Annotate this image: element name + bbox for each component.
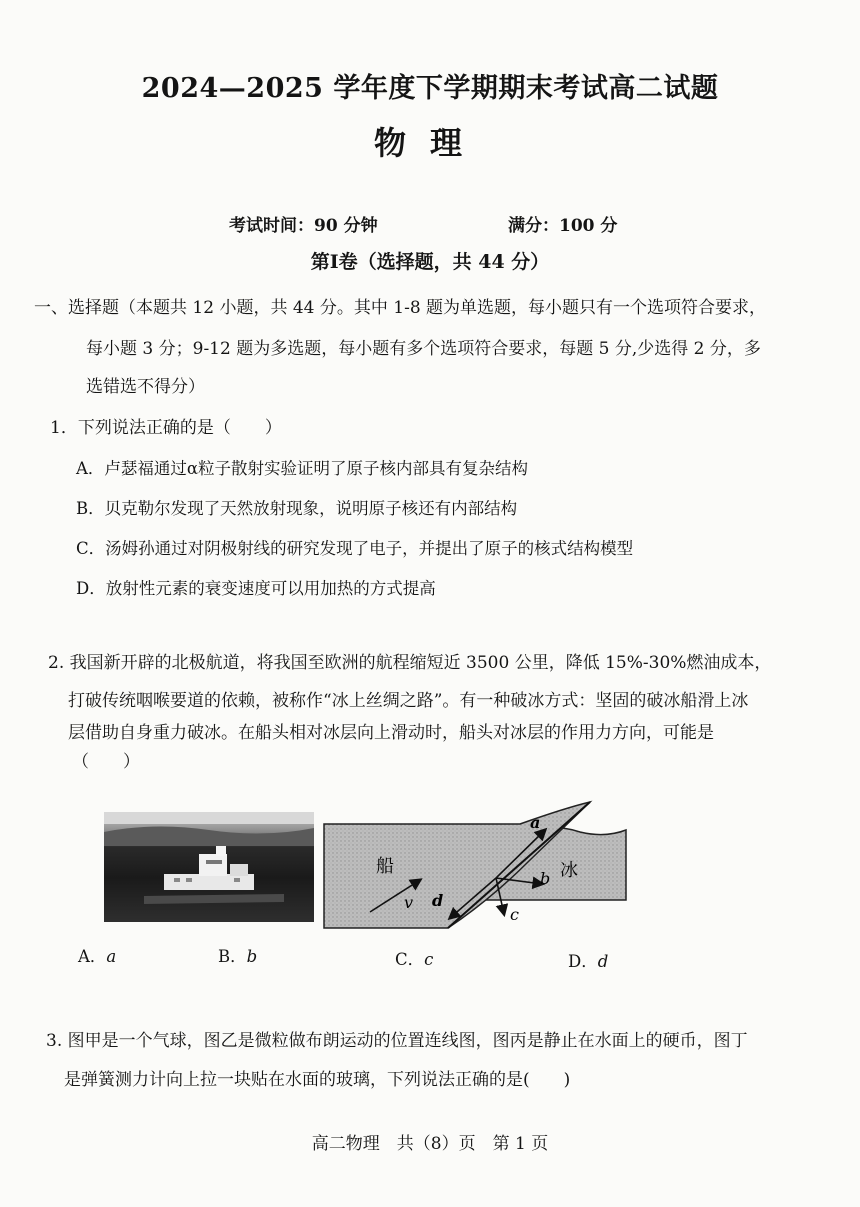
ice-label: 冰 xyxy=(560,860,578,881)
question-1-option-b: B．贝克勒尔发现了天然放射现象，说明原子核还有内部结构 xyxy=(76,499,518,518)
question-2-line: （ ） xyxy=(72,752,140,772)
question-2-option-d: D．d xyxy=(568,952,609,971)
instruction-line: 每小题 3 分；9-12 题为多选题，每小题有多个选项符合要求，每题 5 分,少选得 2 分，多 xyxy=(86,339,761,359)
instruction-line: 一、选择题（本题共 12 小题，共 44 分。其中 1-8 题为单选题，每小题只有一个选项符合要求， xyxy=(34,298,767,318)
question-1-option-c: C．汤姆孙通过对阴极射线的研究发现了电子，并提出了原子的核式结构模型 xyxy=(76,539,634,558)
question-1-option-d: D．放射性元素的衰变速度可以用加热的方式提高 xyxy=(76,579,436,598)
question-1-option-a: A．卢瑟福通过α粒子散射实验证明了原子核内部具有复杂结构 xyxy=(76,459,529,478)
question-2-option-a: A．a xyxy=(78,947,117,966)
section-title: 第Ⅰ卷（选择题，共 44 分） xyxy=(310,251,550,273)
instruction-line: 选错选不得分） xyxy=(86,377,205,397)
question-2-option-b: B．b xyxy=(218,947,258,966)
c-label: c xyxy=(510,905,519,924)
question-2-line: 层借助自身重力破冰。在船头相对冰层向上滑动时，船头对冰层的作用力方向，可能是 xyxy=(68,723,714,743)
icebreaker-photo xyxy=(104,812,314,922)
question-1-stem: 1．下列说法正确的是（ ） xyxy=(50,418,282,438)
page-footer: 高二物理 共（8）页 第 1 页 xyxy=(311,1134,549,1154)
exam-time: 考试时间：90 分钟 xyxy=(229,216,378,236)
question-2-line: 打破传统咽喉要道的依赖，被称作“冰上丝绸之路”。有一种破冰方式：坚固的破冰船滑上冰 xyxy=(68,691,749,711)
question-2-line: 2. 我国新开辟的北极航道，将我国至欧洲的航程缩短近 3500 公里，降低 15%-30%燃油成本， xyxy=(48,653,772,673)
ship-label: 船 xyxy=(376,856,394,877)
a-label: a xyxy=(530,813,541,832)
question-2-option-c: C．c xyxy=(395,950,434,969)
full-score: 满分：100 分 xyxy=(508,216,618,236)
subject-title: 物理 xyxy=(373,124,486,162)
d-label: d xyxy=(432,891,444,910)
force-diagram xyxy=(320,800,636,935)
v-label: v xyxy=(404,893,414,912)
question-3-line: 3. 图甲是一个气球，图乙是微粒做布朗运动的位置连线图，图丙是静止在水面上的硬币，图丁 xyxy=(46,1031,748,1051)
question-3-line: 是弹簧测力计向上拉一块贴在水面的玻璃，下列说法正确的是( ) xyxy=(64,1070,571,1090)
b-label: b xyxy=(540,869,551,888)
exam-title: 2024—2025 学年度下学期期末考试高二试题 xyxy=(141,73,719,104)
